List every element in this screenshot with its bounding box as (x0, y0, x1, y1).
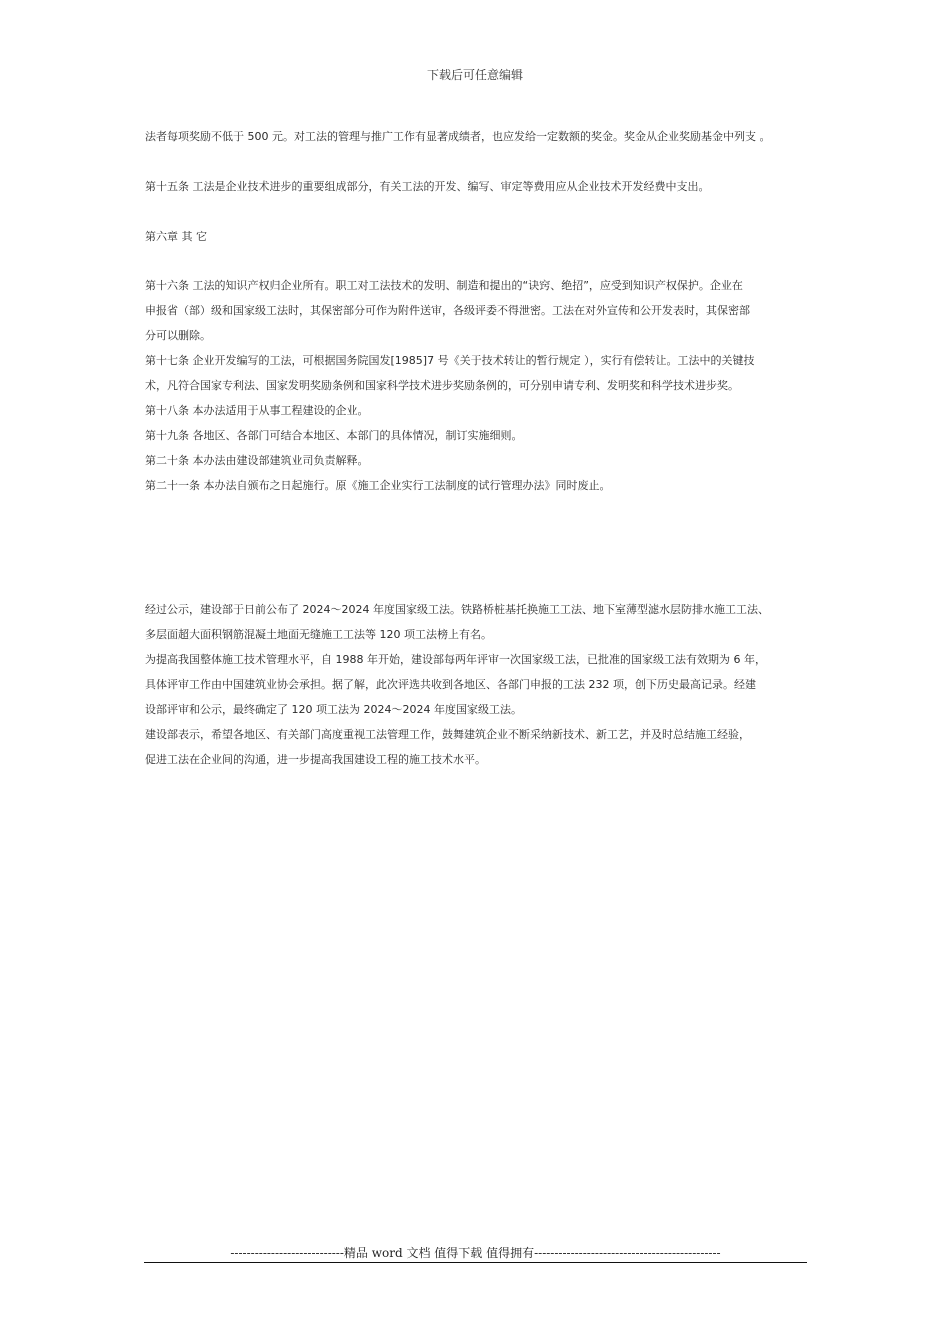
text-line: 第十六条 工法的知识产权归企业所有。职工对工法技术的发明、制造和提出的“诀窍、绝招”，应受到知识产权保护。企业在 (145, 279, 743, 292)
text-line: 分可以删除。 (145, 329, 211, 342)
page-header: 下载后可任意编辑 (426, 68, 523, 82)
articles-16-to-21 (145, 273, 813, 498)
chapter-6-heading (145, 224, 813, 249)
text-line: 经过公示，建设部于日前公布了 2024～2024 年度国家级工法。铁路桥桩基托换施工工法、地下室薄型滤水层防排水施工工法、 (145, 603, 769, 616)
page-footer: ----------------------------精品 word 文档 值得下载 值得拥有---------------------------------------------- (230, 1246, 721, 1260)
text-line: 术，凡符合国家专利法、国家发明奖励条例和国家科学技术进步奖励条例的，可分别申请专利、发明奖和科学技术进步奖。 (145, 379, 739, 392)
text-line: 促进工法在企业间的沟通，进一步提高我国建设工程的施工技术水平。 (145, 753, 486, 766)
text-line: 第十五条 工法是企业技术进步的重要组成部分，有关工法的开发、编写、审定等费用应从企业技术开发经费中支出。 (145, 180, 710, 193)
text-line: 第十八条 本办法适用于从事工程建设的企业。 (145, 404, 369, 417)
text-line: 多层面超大面积钢筋混凝土地面无缝施工工法等 120 项工法榜上有名。 (145, 628, 492, 641)
text-line: 建设部表示，希望各地区、有关部门高度重视工法管理工作，鼓舞建筑企业不断采纳新技术、新工艺，并及时总结施工经验， (145, 728, 750, 741)
paragraph-award-continuation (145, 124, 813, 149)
text-line: 第二十条 本办法由建设部建筑业司负责解释。 (145, 454, 369, 467)
text-line: 具体评审工作由中国建筑业协会承担。据了解，此次评选共收到各地区、各部门申报的工法 232 项，创下历史最高记录。经建 (145, 678, 756, 691)
text-line: 法者每项奖励不低于 500 元。对工法的管理与推广工作有显著成绩者，也应发给一定数额的奖金。奖金从企业奖励基金中列支 。 (145, 130, 771, 143)
text-line: 为提高我国整体施工技术管理水平，自 1988 年开始，建设部每两年评审一次国家级工法，已批准的国家级工法有效期为 6 年， (145, 653, 766, 666)
text-line: 设部评审和公示，最终确定了 120 项工法为 2024～2024 年度国家级工法。 (145, 703, 522, 716)
text-line: 第十七条 企业开发编写的工法，可根据国务院国发[1985]7 号《关于技术转让的暂行规定 ），实行有偿转让。工法中的关键技 (145, 354, 755, 367)
footer-divider (144, 1262, 807, 1263)
text-line: 第十九条 各地区、各部门可结合本地区、本部门的具体情况，制订实施细则。 (145, 429, 523, 442)
text-line: 第二十一条 本办法自颁布之日起施行。原《施工企业实行工法制度的试行管理办法》同时废止。 (145, 479, 611, 492)
article-15 (145, 174, 813, 199)
text-line: 第六章 其 它 (145, 230, 207, 243)
text-line: 申报省（部）级和国家级工法时，其保密部分可作为附件送审，各级评委不得泄密。工法在对外宣传和公开发表时，其保密部 (145, 304, 750, 317)
news-national-construction-methods (145, 597, 813, 772)
